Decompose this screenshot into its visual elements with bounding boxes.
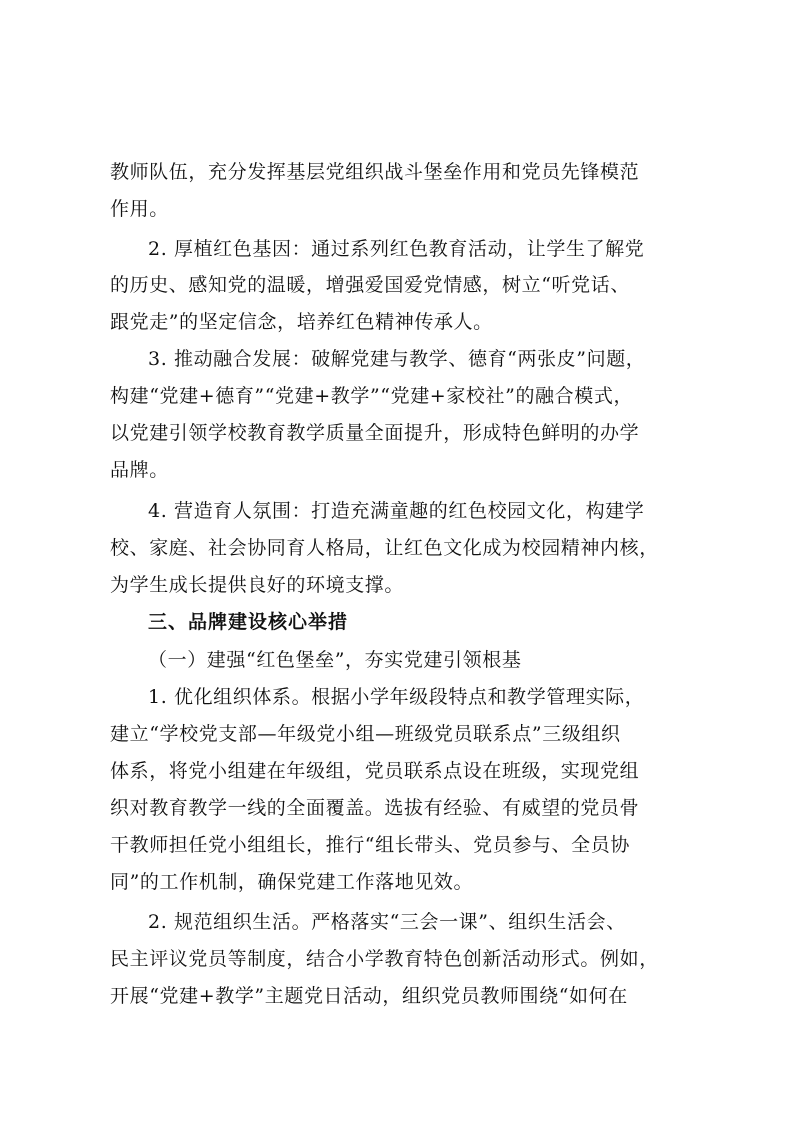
list-item-4-line: 4. 营造育人氛围：打造充满童趣的红色校园文化，构建学 bbox=[148, 500, 645, 522]
list-item-2-line: 2. 厚植红色基因：通过系列红色教育活动，让学生了解党 bbox=[148, 238, 645, 260]
paragraph-line: 教师队伍，充分发挥基层党组织战斗堡垒作用和党员先锋模范 bbox=[110, 161, 640, 183]
paragraph-line: 构建“党建+德育”“党建+教学”“党建+家校社”的融合模式， bbox=[110, 385, 634, 407]
paragraph-line: 建立“学校党支部—年级党小组—班级党员联系点”三级组织 bbox=[110, 723, 621, 745]
paragraph-line: 为学生成长提供良好的环境支撑。 bbox=[110, 574, 405, 596]
paragraph-line: 作用。 bbox=[110, 198, 169, 220]
subsection-heading: （一）建强“红色堡垒”，夯实党建引领根基 bbox=[148, 649, 522, 671]
paragraph-line: 品牌。 bbox=[110, 459, 169, 481]
paragraph-line: 民主评议党员等制度，结合小学教育特色创新活动形式。例如， bbox=[110, 948, 659, 970]
paragraph-line: 干教师担任党小组组长，推行“组长带头、党员参与、全员协 bbox=[110, 834, 630, 856]
paragraph-line: 开展“党建+教学”主题党日活动，组织党员教师围绕“如何在 bbox=[110, 985, 628, 1007]
section-heading: 三、品牌建设核心举措 bbox=[148, 611, 349, 633]
paragraph-line: 以党建引领学校教育教学质量全面提升，形成特色鲜明的办学 bbox=[110, 422, 640, 444]
paragraph-line: 同”的工作机制，确保党建工作落地见效。 bbox=[110, 871, 474, 893]
paragraph-line: 体系，将党小组建在年级组，党员联系点设在班级，实现党组 bbox=[110, 760, 640, 782]
list-item-3-line: 3. 推动融合发展：破解党建与教学、德育“两张皮”问题， bbox=[148, 348, 646, 370]
list-item-1-line: 1. 优化组织体系。根据小学年级段特点和教学管理实际， bbox=[148, 686, 645, 708]
paragraph-line: 的历史、感知党的温暖，增强爱国爱党情感，树立“听党话、 bbox=[110, 274, 630, 296]
paragraph-line: 跟党走”的坚定信念，培养红色精神传承人。 bbox=[110, 311, 493, 333]
list-item-2b-line: 2. 规范组织生活。严格落实“三会一课”、组织生活会、 bbox=[148, 911, 626, 933]
paragraph-line: 校、家庭、社会协同育人格局，让红色文化成为校园精神内核， bbox=[110, 537, 659, 559]
paragraph-line: 织对教育教学一线的全面覆盖。选拔有经验、有威望的党员骨 bbox=[110, 797, 640, 819]
